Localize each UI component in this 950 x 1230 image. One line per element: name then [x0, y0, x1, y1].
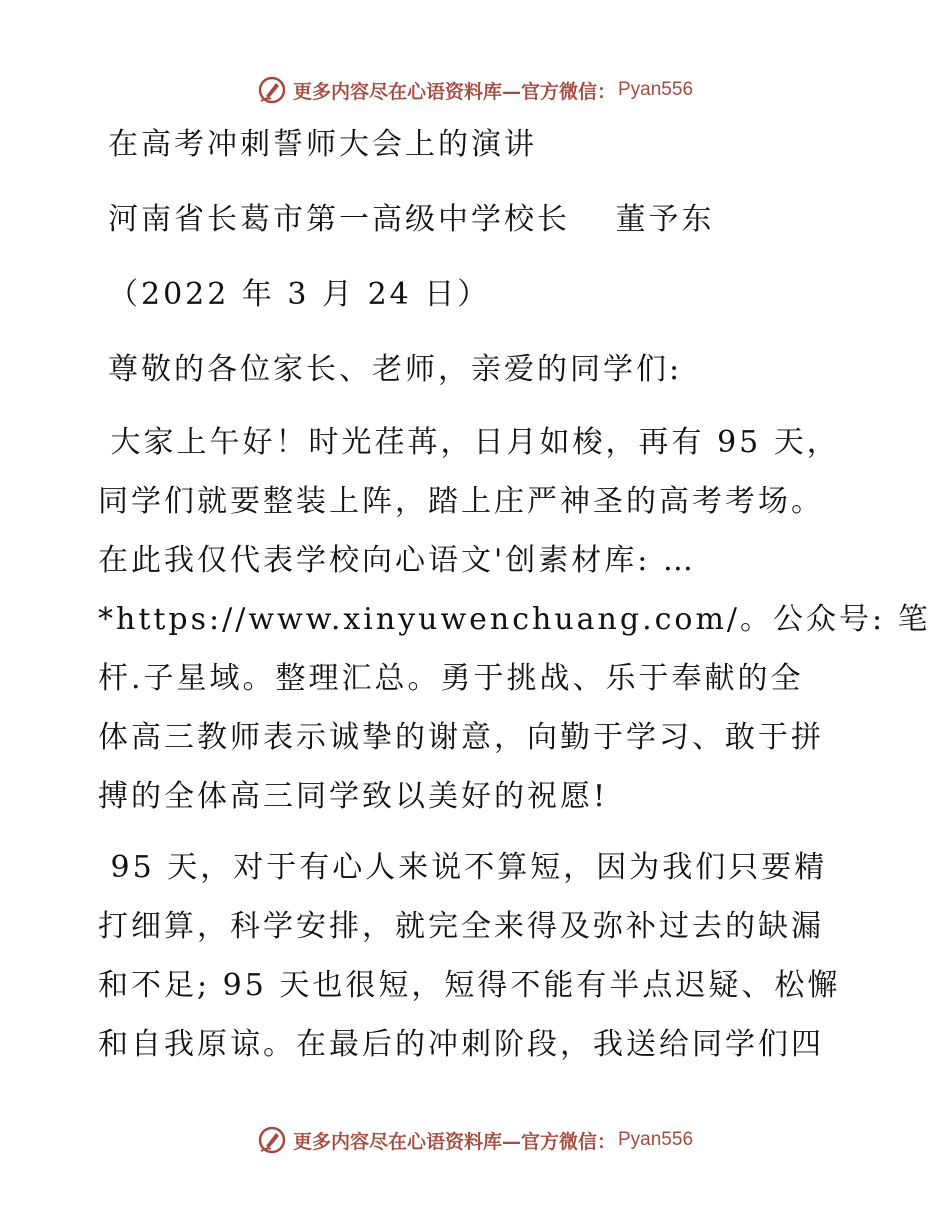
banner-text: 更多内容尽在心语资料库—官方微信：	[292, 80, 616, 103]
salutation: 尊敬的各位家长、老师，亲爱的同学们:	[108, 352, 683, 387]
paragraph2-line: 和不足; 95 天也很短，短得不能有半点迟疑、松懈	[98, 968, 841, 1003]
watermark-banner-bottom	[0, 1120, 950, 1160]
paragraph2-line: 打细算，科学安排，就完全来得及弥补过去的缺漏	[98, 909, 824, 944]
paragraph2-line: 和自我原谅。在最后的冲刺阶段，我送给同学们四	[98, 1027, 824, 1062]
paragraph1-line: 同学们就要整装上阵，踏上庄严神圣的高考考场。	[98, 484, 824, 519]
paragraph2-line: 95 天，对于有心人来说不算短，因为我们只要精	[98, 850, 828, 885]
speech-date: （2022 年 3 月 24 日）	[108, 277, 491, 312]
paragraph1-line: *https://www.xinyuwenchuang.com/。公众号: 笔	[98, 602, 931, 637]
logo-icon	[257, 1125, 287, 1155]
watermark-banner-top	[0, 70, 950, 110]
logo-icon	[257, 75, 287, 105]
paragraph1-line: 在此我仅代表学校向心语文'创素材库: …	[98, 543, 696, 578]
paragraph1-line: 杆.子星域。整理汇总。勇于挑战、乐于奉献的全	[98, 661, 804, 696]
banner-text: 更多内容尽在心语资料库—官方微信：	[292, 1130, 616, 1153]
paragraph1-line: 大家上午好！时光荏苒，日月如梭，再有 95 天，	[98, 425, 840, 460]
speech-author: 河南省长葛市第一高级中学校长 董予东	[108, 202, 715, 237]
speech-title: 在高考冲刺誓师大会上的演讲	[108, 127, 537, 162]
banner-wechat-id: Pyan556	[618, 79, 694, 100]
paragraph1-line: 搏的全体高三同学致以美好的祝愿!	[98, 779, 609, 814]
banner-wechat-id: Pyan556	[618, 1129, 694, 1150]
paragraph1-line: 体高三教师表示诚挚的谢意，向勤于学习、敢于拼	[98, 720, 824, 755]
